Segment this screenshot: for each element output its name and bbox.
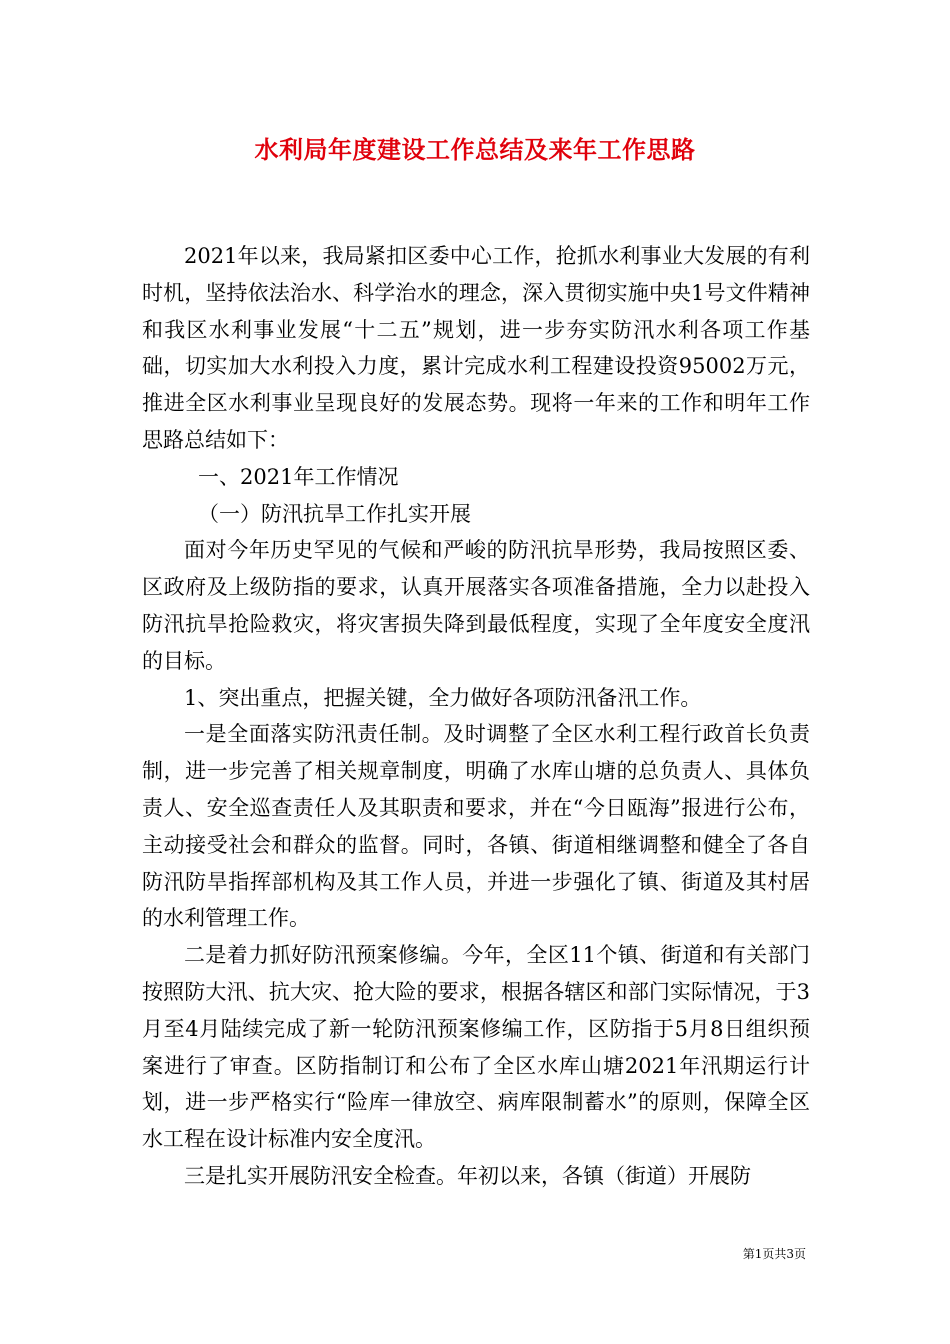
subsection-heading: （一）防汛抗旱工作扎实开展 — [198, 501, 471, 526]
paragraph-responsibility: 一是全面落实防汛责任制。及时调整了全区水利工程行政首长负责制，进一步完善了相关规章制度，明确了水库山塘的总负责人、具体负责人、安全巡查责任人及其职责和要求，并在“今日瓯海”报进行公布，主动接受社会和群众的监督。同时，各镇、街道相继调整和健全了各自防汛防旱指挥部机构及其工作人员，并进一步强化了镇、街道及其村居的水利管理工作。 — [142, 722, 810, 931]
paragraph-intro: 2021年以来，我局紧扣区委中心工作，抢抓水利事业大发展的有利时机，坚持依法治水、科学治水的理念，深入贯彻实施中央1号文件精神和我区水利事业发展“十二五”规划，进一步夯实防汛水利各项工作基础，切实加大水利投入力度，累计完成水利工程建设投资95002万元，推进全区水利事业呈现良好的发展态势。现将一年来的工作和明年工作思路总结如下： — [142, 244, 810, 452]
paragraph-safety-check: 三是扎实开展防汛安全检查。年初以来，各镇（街道）开展防 — [184, 1163, 751, 1188]
paragraph-point-1: 1、突出重点，把握关键，全力做好各项防汛备汛工作。 — [184, 685, 702, 710]
section-heading: 一、2021年工作情况 — [198, 464, 399, 489]
document-body — [142, 238, 810, 1195]
paragraph-plan-revision: 二是着力抓好防汛预案修编。今年，全区11个镇、街道和有关部门按照防大汛、抗大灾、抢大险的要求，根据各辖区和部门实际情况，于3月至4月陆续完成了新一轮防汛预案修编工作，区防指于5月8日组织预案进行了审查。区防指制订和公布了全区水库山塘2021年汛期运行计划，进一步严格实行“险库一律放空、病库限制蓄水”的原则，保障全区水工程在设计标准内安全度汛。 — [142, 943, 810, 1152]
paragraph-flood-situation: 面对今年历史罕见的气候和严峻的防汛抗旱形势，我局按照区委、区政府及上级防指的要求，认真开展落实各项准备措施，全力以赴投入防汛抗旱抢险救灾，将灾害损失降到最低程度，实现了全年度安全度汛的目标。 — [142, 538, 810, 673]
document-title: 水利局年度建设工作总结及来年工作思路 — [254, 135, 696, 164]
page-number-footer: 第1页共3页 — [742, 1247, 806, 1261]
